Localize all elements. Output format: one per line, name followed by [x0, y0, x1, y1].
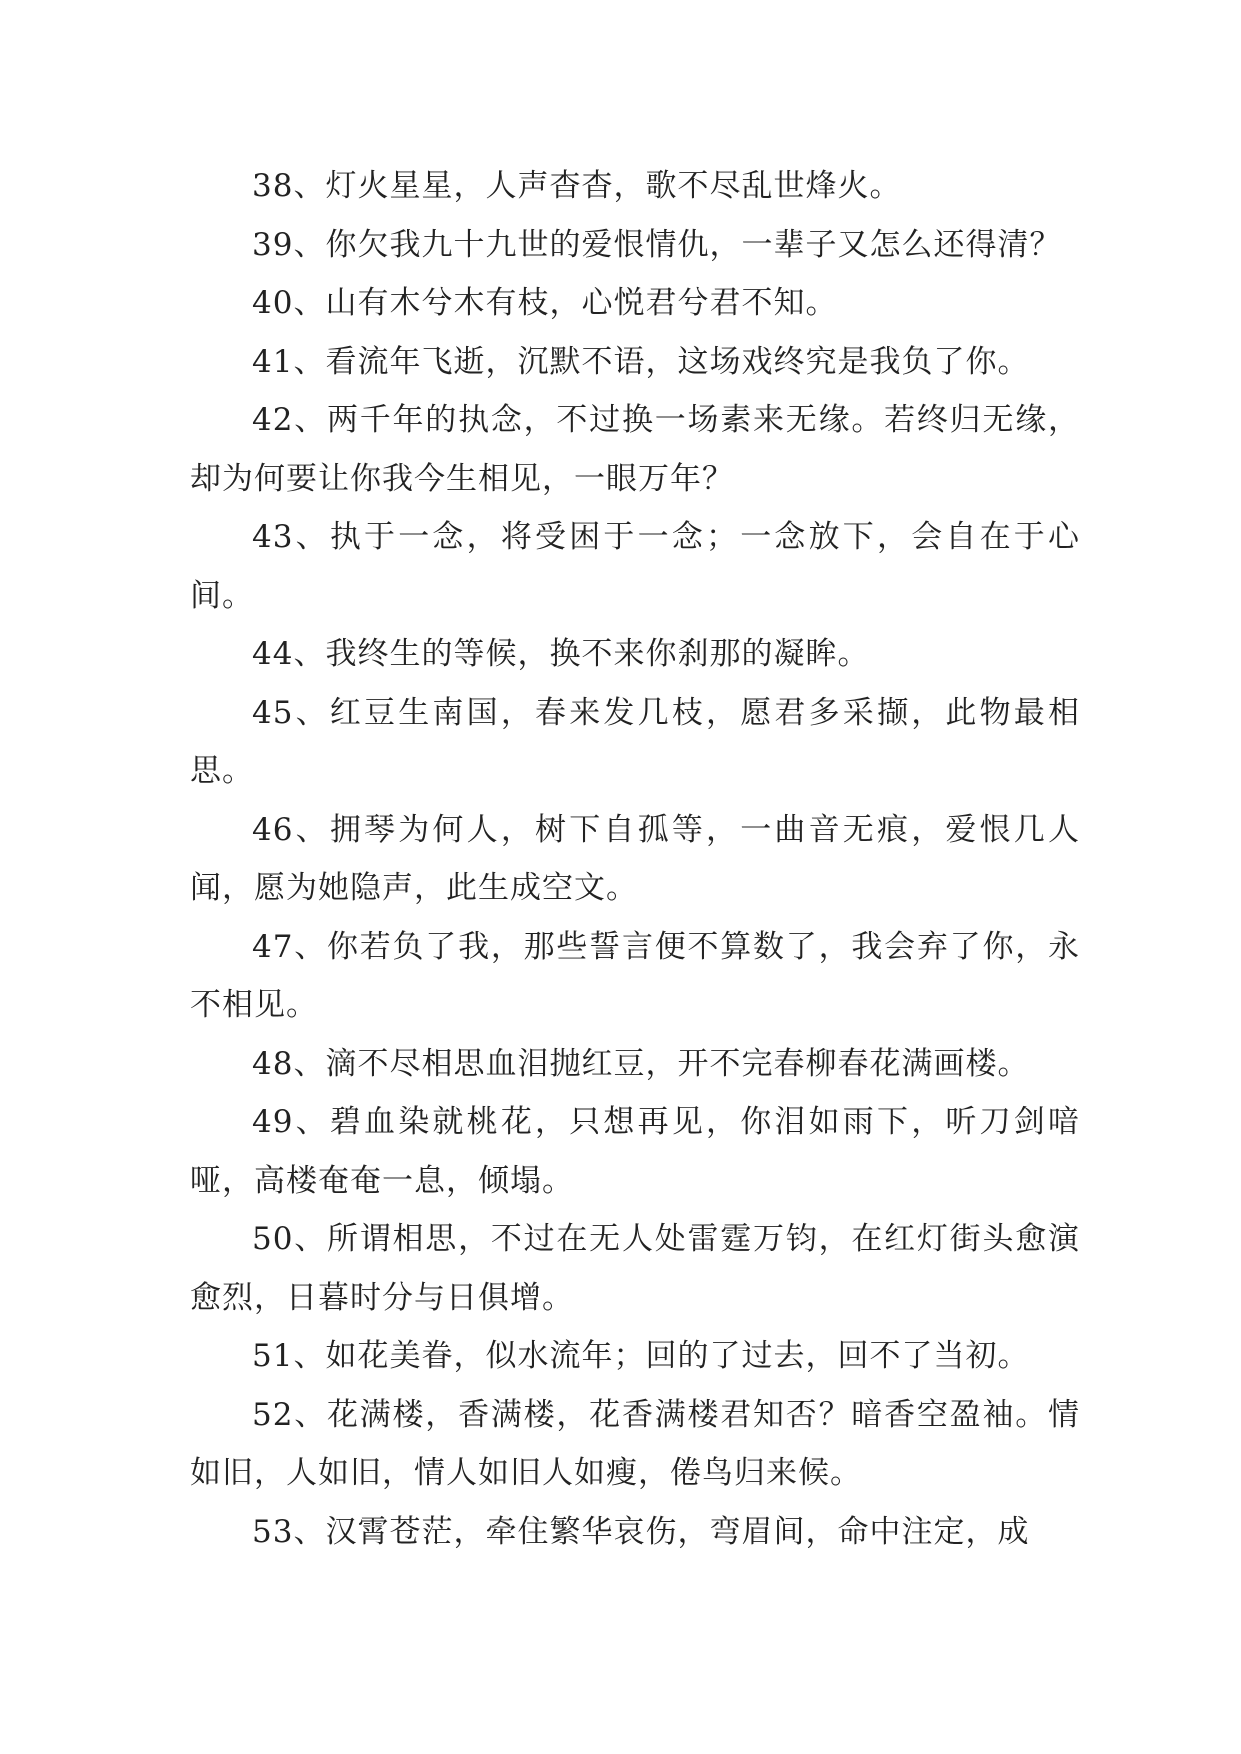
- paragraph-48: 48、滴不尽相思血泪抛红豆，开不完春柳春花满画楼。: [252, 1045, 1030, 1082]
- paragraph-42: 42、两千年的执念，不过换一场素来无缘。若终归无缘，却为何要让你我今生相见，一眼万年？: [190, 402, 1080, 497]
- paragraph-49: 49、碧血染就桃花，只想再见，你泪如雨下，听刀剑喑哑，高楼奄奄一息，倾塌。: [190, 1104, 1080, 1199]
- paragraph-45: 45、红豆生南国，春来发几枝，愿君多采撷，此物最相思。: [190, 694, 1080, 789]
- paragraph-39: 39、你欠我九十九世的爱恨情仇，一辈子又怎么还得清？: [252, 226, 1062, 263]
- paragraph-52: 52、花满楼，香满楼，花香满楼君知否？暗香空盈袖。情如旧，人如旧，情人如旧人如瘦，倦鸟归来候。: [190, 1396, 1080, 1491]
- paragraph-38: 38、灯火星星，人声杳杳，歌不尽乱世烽火。: [252, 168, 902, 204]
- paragraph-50: 50、所谓相思，不过在无人处雷霆万钧，在红灯街头愈演愈烈，日暮时分与日俱增。: [190, 1221, 1080, 1316]
- document-page: [190, 157, 1080, 1561]
- paragraph-43: 43、执于一念，将受困于一念；一念放下，会自在于心间。: [190, 519, 1080, 614]
- paragraph-51: 51、如花美眷，似水流年；回的了过去，回不了当初。: [252, 1338, 1030, 1374]
- paragraph-41: 41、看流年飞逝，沉默不语，这场戏终究是我负了你。: [252, 343, 1030, 380]
- paragraph-53: 53、汉霄苍茫，牵住繁华哀伤，弯眉间，命中注定，成: [252, 1513, 1030, 1550]
- paragraph-46: 46、拥琴为何人，树下自孤等，一曲音无痕，爱恨几人闻，愿为她隐声，此生成空文。: [190, 811, 1080, 906]
- paragraph-44: 44、我终生的等候，换不来你刹那的凝眸。: [252, 636, 870, 672]
- paragraph-40: 40、山有木兮木有枝，心悦君兮君不知。: [252, 285, 838, 321]
- paragraph-47: 47、你若负了我，那些誓言便不算数了，我会弃了你，永不相见。: [190, 928, 1080, 1023]
